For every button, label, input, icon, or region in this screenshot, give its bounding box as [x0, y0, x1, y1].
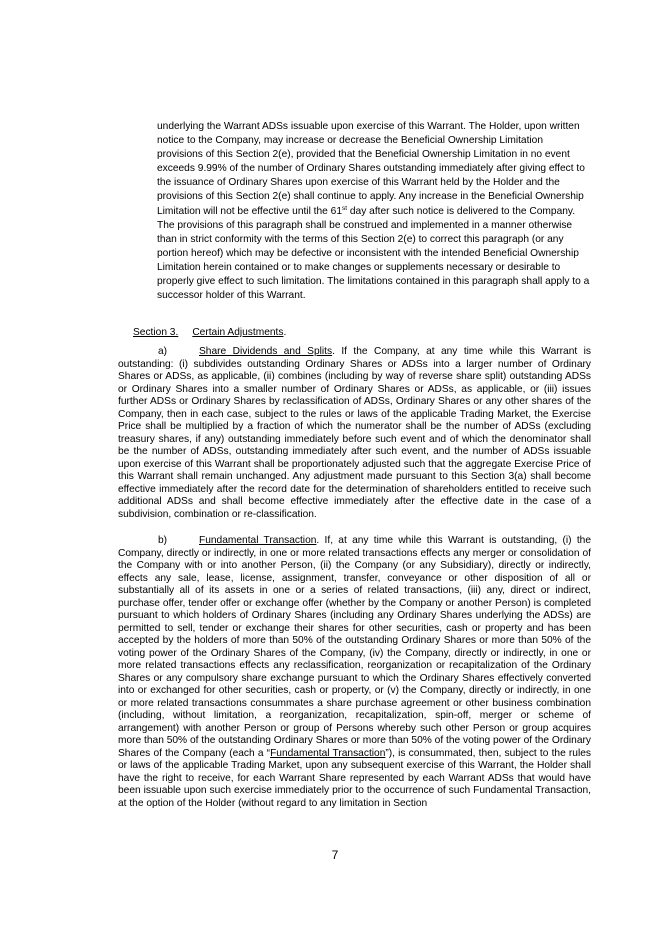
paragraph-label-b: b)	[158, 535, 168, 546]
continuation-text-2: day after such notice is delivered to the Company. The provisions of this paragraph shall be construed and implemented in a manner otherwise than in strict conformity with the terms of this Section 2(e) to correct this paragraph (or any portion hereof) which may be defective or inconsistent with the intended Beneficial Ownership Limitation herein contained or to make changes or supplements necessary or desirable to properly give effect to such limitation. The limitations contained in this paragraph shall apply to a successor holder of this Warrant.	[157, 205, 590, 302]
paragraph-label-a: a)	[158, 346, 168, 357]
continuation-text-1: underlying the Warrant ADSs issuable upon exercise of this Warrant. The Holder, upon written notice to the Company, may increase or decrease the Beneficial Ownership Limitation provisions of this Section 2(e), provided that the Beneficial Ownership Limitation in no event exceeds 9.99% of the number of Ordinary Shares outstanding immediately after giving effect to the issuance of Ordinary Shares upon exercise of this Warrant held by the Holder and the provisions of this Section 2(e) shall continue to apply. Any increase in the Beneficial Ownership Limitation will not be effective until the 61	[157, 121, 585, 217]
paragraph-share-dividends	[118, 346, 591, 521]
section-number: Section 3.	[133, 327, 179, 338]
page-number: 7	[331, 848, 339, 862]
section-title: Certain Adjustments	[192, 327, 284, 338]
paragraph-heading-b: Fundamental Transaction	[199, 535, 317, 546]
beneficial-ownership-continuation	[157, 120, 591, 303]
paragraph-fundamental-transaction	[118, 535, 591, 810]
defined-term: Fundamental Transaction	[270, 747, 386, 759]
paragraph-heading-a: Share Dividends and Splits	[199, 346, 333, 357]
paragraph-body-a: . If the Company, at any time while this Warrant is outstanding: (i) subdivides outstanding Ordinary Shares or ADSs into a larger number of Ordinary Shares or ADSs, as applicable, (ii) combines (including by way of reverse share split) outstanding ADSs or Ordinary Shares into a smaller number of Ordinary Shares or ADSs, as applicable, or (iii) issues further ADSs or Ordinary Shares by reclassification of ADSs, Ordinary Shares or any other shares of the Company, then in each case, subject to the rules or laws of the applicable Trading Market, the Exercise Price shall be multiplied by a fraction of which the numerator shall be the number of ADSs (excluding treasury shares, if any) outstanding immediately before such event and of which the denominator shall be the number of ADSs, outstanding immediately after such event, and the number of ADSs issuable upon exercise of this Warrant shall be proportionately adjusted such that the aggregate Exercise Price of this Warrant shall remain unchanged. Any adjustment made pursuant to this Section 3(a) shall become effective immediately after the record date for the determination of shareholders entitled to receive such additional ADSs and shall become effective immediately after the effective date in the case of a subdivision, combination or re-classification.	[118, 346, 591, 520]
section-3-heading: Section 3. Certain Adjustments.	[133, 327, 287, 338]
ordinal-suffix: st	[342, 204, 348, 212]
paragraph-body-b-1: . If, at any time while this Warrant is outstanding, (i) the Company, directly or indirectly, in one or more related transactions effects any merger or consolidation of the Company with or into another Person, (ii) the Company (or any Subsidiary), directly or indirectly, effects any sale, lease, license, assignment, transfer, conveyance or other disposition of all or substantially all of its assets in one or a series of related transactions, (iii) any, direct or indirect, purchase offer, tender offer or exchange offer (whether by the Company or another Person) is completed pursuant to which holders of Ordinary Shares (including any Ordinary Shares underlying the ADSs) are permitted to sell, tender or exchange their shares for other securities, cash or property and has been accepted by the holders of more than 50% of the outstanding Ordinary Shares or more than 50% of the voting power of the Ordinary Shares of the Company, (iv) the Company, directly or indirectly, in one or more related transactions effects any reclassification, reorganization or recapitalization of the Ordinary Shares or any compulsory share exchange pursuant to which the Ordinary Shares effectively converted into or exchanged for other securities, cash or property, or (v) the Company, directly or indirectly, in one or more related transactions consummates a share purchase agreement or other business combination (including, without limitation, a reorganization, recapitalization, spin-off, merger or scheme of arrangement) with another Person or group of Persons whereby such other Person or group acquires more than 50% of the outstanding Ordinary Shares or more than 50% of the voting power of the Ordinary Shares of the Company (each a “	[118, 535, 591, 759]
paragraph-body-b-2: ”), is consummated, then, subject to the rules or laws of the applicable Trading Market, upon any subsequent exercise of this Warrant, the Holder shall have the right to receive, for each Warrant Share represented by each Warrant ADSs that would have been issuable upon such exercise immediately prior to the occurrence of such Fundamental Transaction, at the option of the Holder (without regard to any limitation in Section	[118, 747, 591, 809]
